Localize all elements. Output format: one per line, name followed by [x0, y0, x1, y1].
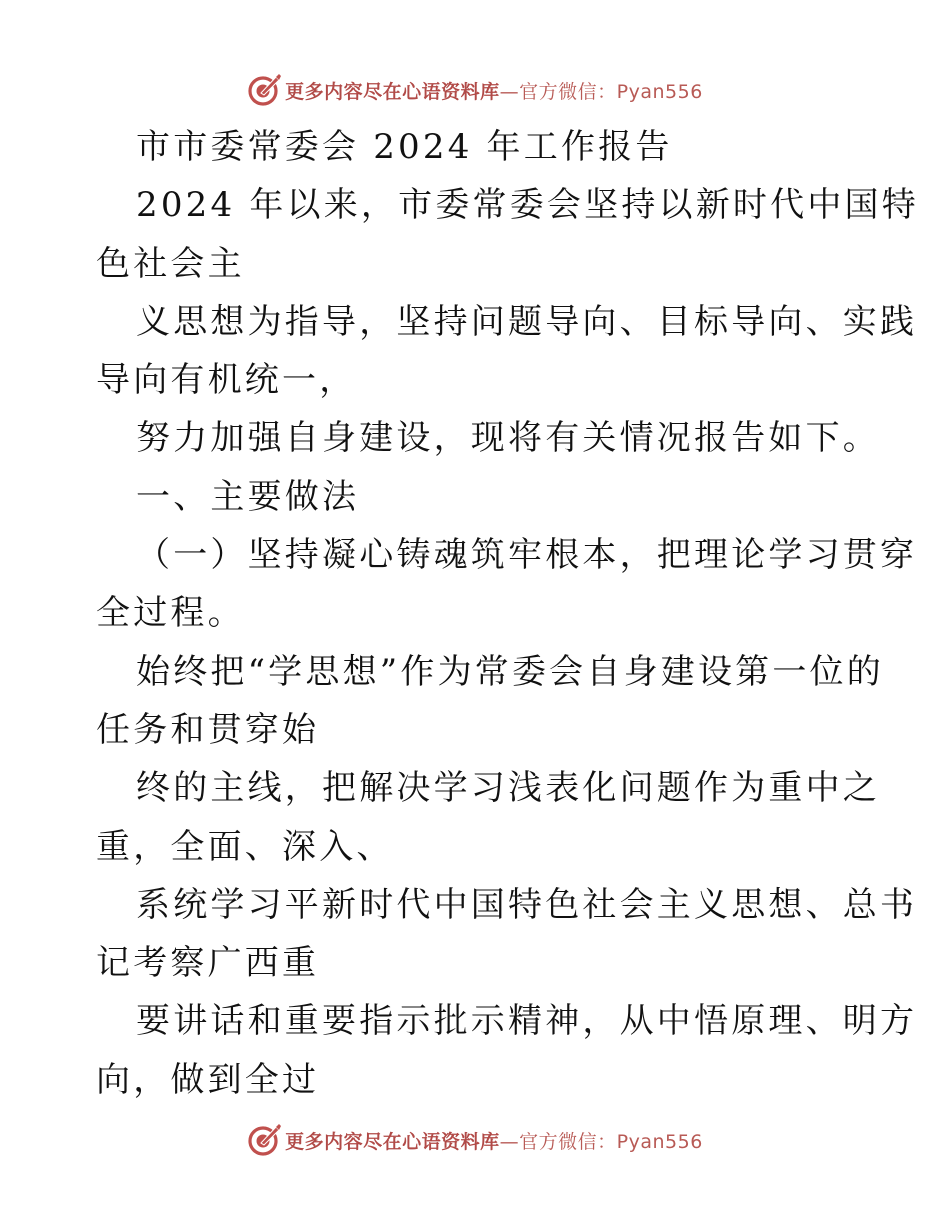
banner-suffix: 官方微信：Pyan556 — [519, 1130, 703, 1153]
header-banner[interactable] — [0, 70, 950, 110]
seal-pen-logo-icon — [247, 73, 281, 107]
document-line: 终的主线，把解决学习浅表化问题作为重中之 — [136, 768, 880, 809]
seal-pen-logo-icon — [247, 1123, 281, 1157]
footer-banner[interactable] — [0, 1120, 950, 1160]
banner-suffix: 官方微信：Pyan556 — [519, 80, 703, 103]
document-body — [96, 118, 919, 1109]
document-line: 记考察广西重 — [96, 943, 320, 984]
document-line: 系统学习平新时代中国特色社会主义思想、总书 — [136, 884, 918, 925]
document-line: 一、主要做法 — [136, 476, 360, 517]
banner-highlight: 更多内容尽在心语资料库 — [285, 1130, 500, 1153]
document-line: 导向有机统一， — [96, 360, 357, 401]
document-line: 色社会主 — [96, 243, 245, 284]
banner-separator: — — [499, 1130, 520, 1153]
document-line: 义思想为指导，坚持问题导向、目标导向、实践 — [136, 301, 918, 342]
document-line: 努力加强自身建设，现将有关情况报告如下。 — [136, 418, 880, 459]
document-line: 任务和贯穿始 — [96, 709, 320, 750]
document-line: （一）坚持凝心铸魂筑牢根本，把理论学习贯穿 — [136, 535, 918, 576]
document-line: 市市委常委会 2024 年工作报告 — [136, 127, 673, 167]
document-line: 要讲话和重要指示批示精神，从中悟原理、明方 — [136, 1001, 918, 1042]
document-line: 重，全面、深入、 — [96, 826, 394, 867]
document-line: 始终把“学思想”作为常委会自身建设第一位的 — [136, 651, 884, 692]
banner-text — [285, 1127, 703, 1154]
document-line: 全过程。 — [96, 593, 245, 634]
banner-highlight: 更多内容尽在心语资料库 — [285, 80, 500, 103]
document-line: 向，做到全过 — [96, 1059, 320, 1100]
document-line: 2024 年以来，市委常委会坚持以新时代中国特 — [136, 185, 919, 226]
banner-text — [285, 77, 703, 104]
banner-separator: — — [499, 80, 520, 103]
